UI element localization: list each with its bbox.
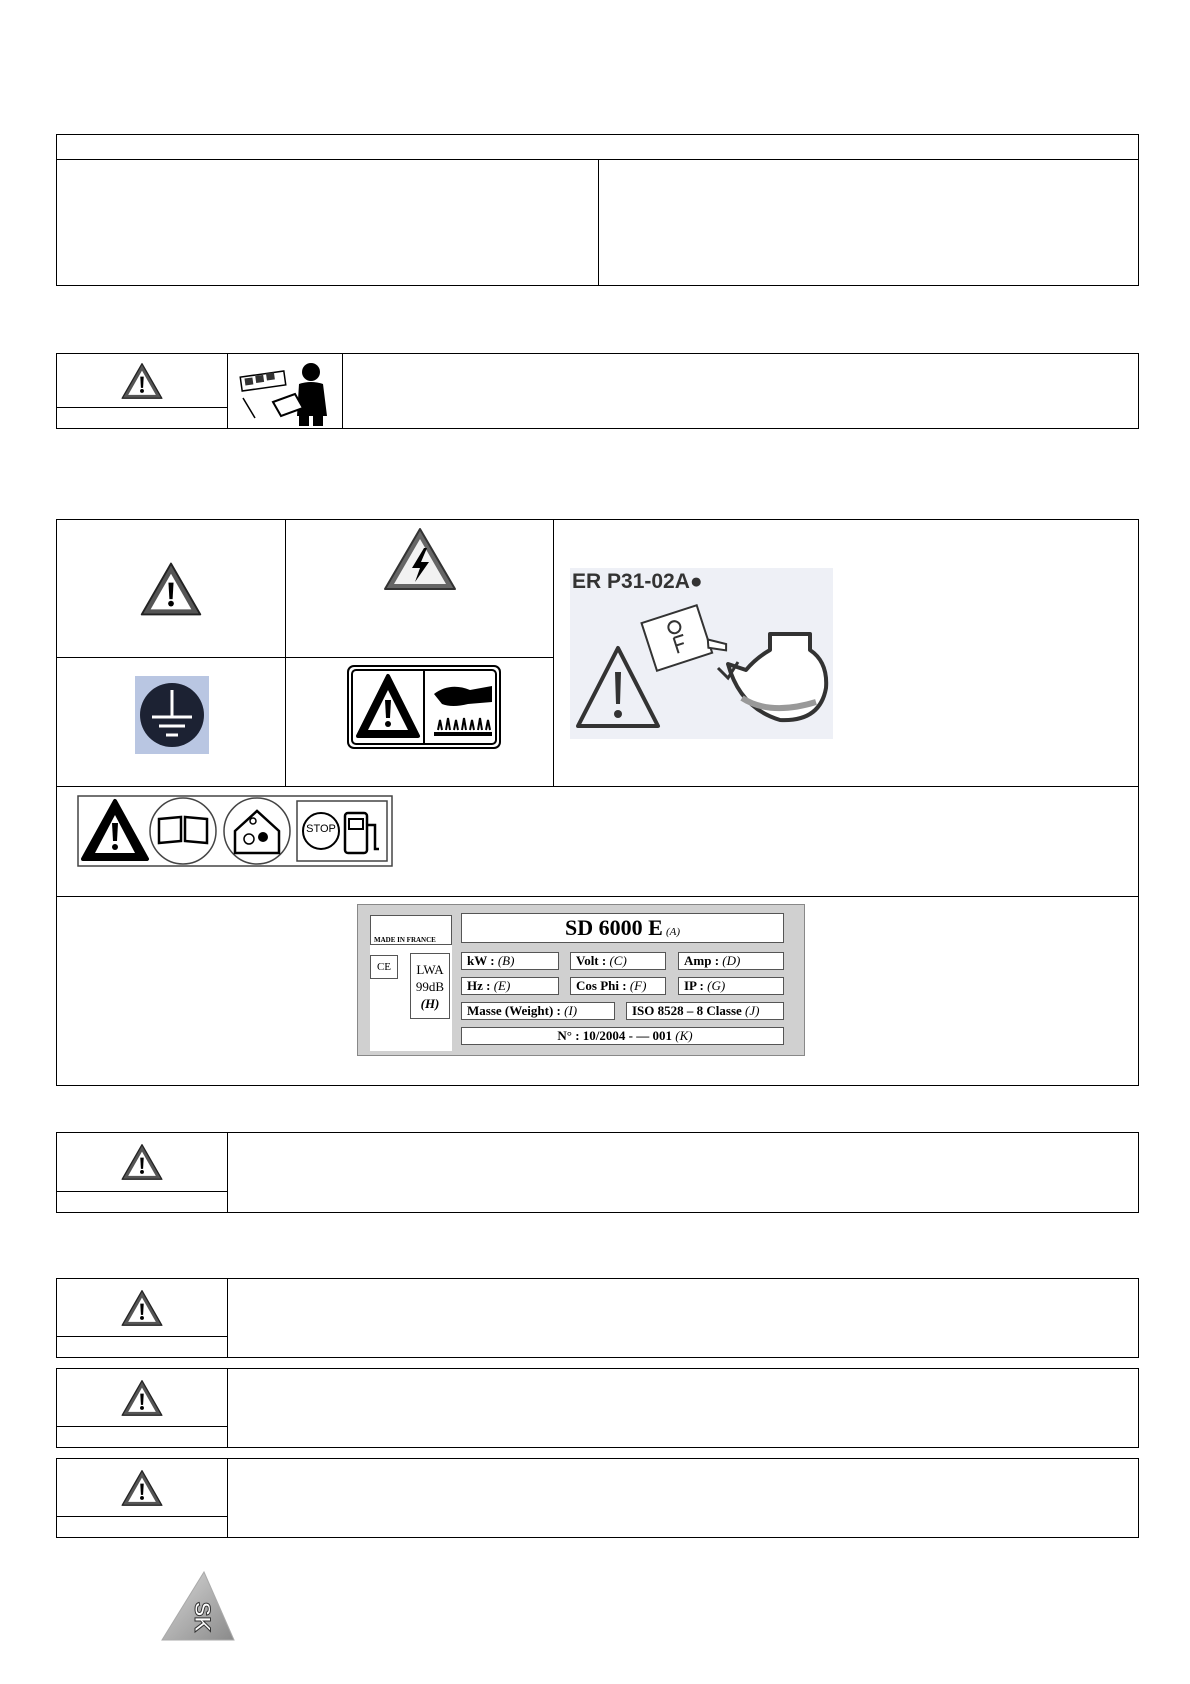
masse-label: Masse (Weight) : bbox=[467, 1003, 561, 1018]
h-code: (H) bbox=[420, 995, 440, 1011]
top-info-table bbox=[56, 134, 1139, 286]
warning-triangle-icon bbox=[57, 520, 285, 657]
amp-code: (D) bbox=[722, 953, 741, 968]
volt-field bbox=[570, 952, 666, 970]
iso-code: (J) bbox=[745, 1003, 760, 1018]
masse-field bbox=[461, 1002, 615, 1020]
amp-field bbox=[678, 952, 784, 970]
electrical-hazard-icon bbox=[382, 526, 458, 592]
ip-code: (G) bbox=[707, 978, 726, 993]
ce-mark-field bbox=[370, 955, 398, 979]
warning-label-divider bbox=[57, 1336, 227, 1337]
warning-label-divider bbox=[57, 1516, 227, 1517]
serial-label: N° : 10/2004 - — 001 bbox=[557, 1028, 672, 1043]
iso-label: ISO 8528 – 8 Classe bbox=[632, 1003, 742, 1018]
made-in-label: MADE IN FRANCE bbox=[374, 936, 436, 944]
cos-phi-field bbox=[570, 977, 666, 995]
warning-column-divider bbox=[227, 1459, 228, 1537]
warning-triangle-icon bbox=[57, 354, 227, 407]
ip-field bbox=[678, 977, 784, 995]
model-code: (A) bbox=[666, 926, 681, 938]
rating-plate bbox=[357, 904, 805, 1056]
hz-label: Hz : bbox=[467, 978, 491, 993]
oil-label-code: ER P31-02A● bbox=[572, 570, 703, 593]
iso-field bbox=[626, 1002, 784, 1020]
top-table-column-divider bbox=[598, 159, 599, 285]
cos-label: Cos Phi : bbox=[576, 978, 627, 993]
pictogram-row-divider-3 bbox=[57, 896, 1138, 897]
warning-box-3 bbox=[56, 1278, 1139, 1358]
kw-field bbox=[461, 952, 559, 970]
warning-box-2 bbox=[56, 1132, 1139, 1213]
kw-code: (B) bbox=[497, 953, 515, 968]
oil-check-label bbox=[570, 568, 833, 739]
combined-safety-label bbox=[77, 795, 393, 867]
hz-field bbox=[461, 977, 559, 995]
serial-field bbox=[461, 1027, 784, 1045]
amp-label: Amp : bbox=[684, 953, 720, 968]
warning-column-divider bbox=[227, 1133, 228, 1212]
hot-surface-icon bbox=[346, 664, 502, 750]
masse-code: (I) bbox=[564, 1003, 578, 1018]
warning-label-divider bbox=[57, 1191, 227, 1192]
model-field bbox=[461, 913, 784, 943]
warning-column-divider bbox=[227, 1369, 228, 1447]
warning-label-divider bbox=[57, 1426, 227, 1427]
warning-column-divider bbox=[227, 354, 228, 428]
pictogram-col-divider-1 bbox=[285, 520, 286, 786]
warning-triangle-icon bbox=[57, 1133, 227, 1191]
pictogram-row-divider-1 bbox=[57, 657, 553, 658]
ip-label: IP : bbox=[684, 978, 704, 993]
noise-level-field bbox=[410, 953, 450, 1019]
warning-triangle-icon bbox=[57, 1279, 227, 1336]
stop-label: STOP bbox=[306, 823, 336, 835]
sk-logo-text: SK bbox=[190, 1601, 215, 1633]
warning-box-4 bbox=[56, 1368, 1139, 1448]
volt-code: (C) bbox=[609, 953, 627, 968]
made-in-france-field bbox=[370, 915, 452, 945]
hz-code: (E) bbox=[493, 978, 511, 993]
read-manual-warning-box bbox=[56, 353, 1139, 429]
sk-language-logo bbox=[160, 1570, 236, 1644]
lwa-label: LWA bbox=[416, 961, 444, 977]
earth-ground-icon bbox=[135, 676, 209, 754]
warning-triangle-icon bbox=[57, 1459, 227, 1516]
pictogram-column-divider bbox=[342, 354, 343, 428]
ce-mark: CE bbox=[376, 961, 392, 973]
db-value: 99dB bbox=[415, 978, 445, 994]
model-name: SD 6000 E bbox=[564, 915, 663, 940]
warning-triangle-icon bbox=[57, 1369, 227, 1426]
warning-column-divider bbox=[227, 1279, 228, 1357]
person-reading-manual-icon bbox=[233, 358, 339, 426]
serial-code: (K) bbox=[675, 1028, 693, 1043]
warning-box-5 bbox=[56, 1458, 1139, 1538]
pictogram-row-divider-2 bbox=[57, 786, 1138, 787]
warning-label-divider bbox=[57, 407, 227, 408]
cos-code: (F) bbox=[629, 978, 647, 993]
volt-label: Volt : bbox=[576, 953, 607, 968]
pictogram-table bbox=[56, 519, 1139, 1086]
pictogram-col-divider-2 bbox=[553, 520, 554, 786]
oil-can-engine-icon bbox=[570, 598, 833, 739]
kw-label: kW : bbox=[467, 953, 495, 968]
